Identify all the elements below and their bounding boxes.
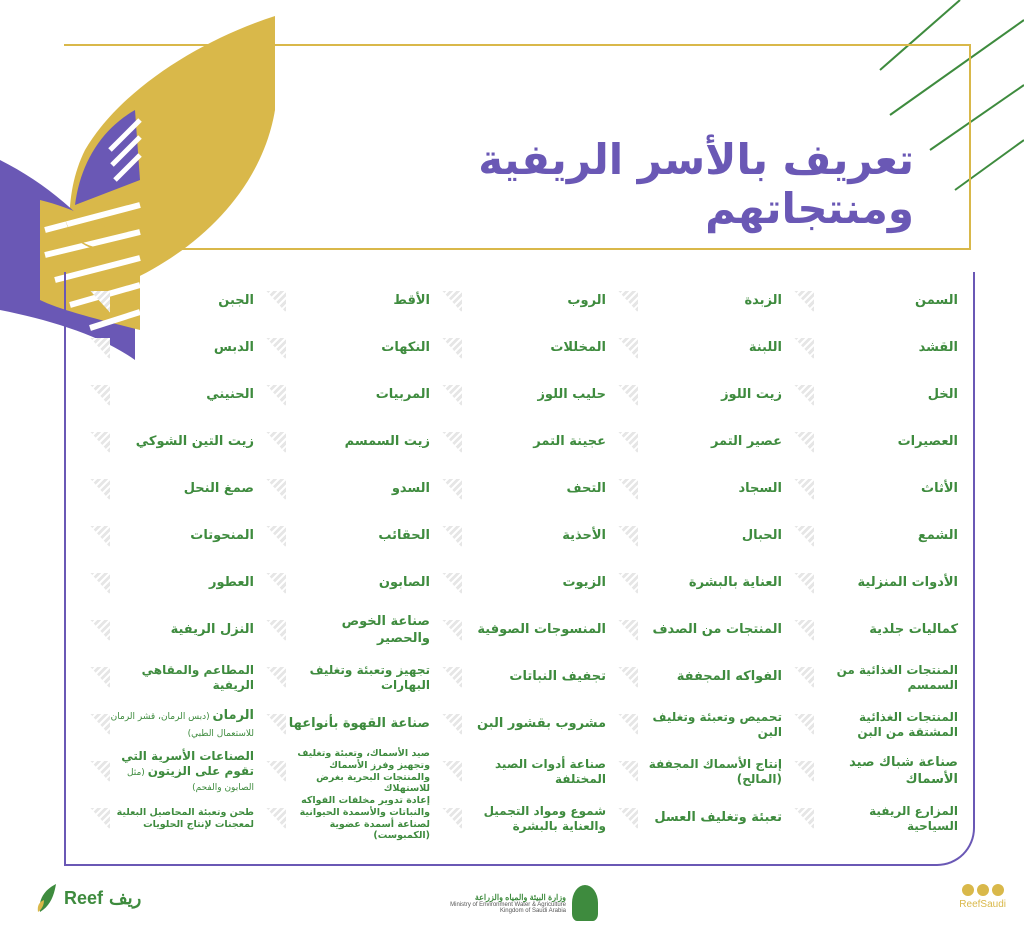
product-item <box>784 701 960 748</box>
product-label: اللبنة <box>748 340 782 356</box>
product-label: كماليات جلدية <box>869 622 958 638</box>
product-label: صناعة الخوص والحصير <box>341 614 430 646</box>
product-item <box>432 654 608 701</box>
product-item <box>256 513 432 560</box>
stripe-marker-icon <box>90 291 110 313</box>
product-item <box>80 607 256 654</box>
stripe-marker-icon <box>794 620 814 642</box>
product-label: عجينة التمر <box>533 434 606 450</box>
stripe-marker-icon <box>90 526 110 548</box>
product-label: المزارع الريفية السياحية <box>869 803 958 833</box>
product-item <box>784 513 960 560</box>
product-label: الدبس <box>213 340 254 356</box>
stripe-marker-icon <box>90 385 110 407</box>
product-item <box>256 701 432 748</box>
product-label: المنتجات من الصدف <box>652 622 782 638</box>
product-item <box>256 278 432 325</box>
product-label: صمغ النحل <box>183 481 254 497</box>
stripe-marker-icon <box>90 338 110 360</box>
product-item <box>432 466 608 513</box>
product-label: زيت اللوز <box>721 387 782 403</box>
product-item <box>256 325 432 372</box>
product-item <box>608 466 784 513</box>
product-label: إعادة تدوير مخلفات الفواكه والنباتات والأسمدة الحيوانية لصناعة أسمدة عضوية (الكمبوست) <box>299 794 430 842</box>
product-label: المنتجات الغذائية من السمسم <box>836 662 958 692</box>
product-item <box>784 419 960 466</box>
product-label: الحبال <box>741 528 782 544</box>
product-subnote: (دبس الرمان، قشر الرمان للاستعمال الطبي) <box>110 712 254 739</box>
stripe-marker-icon <box>442 338 462 360</box>
product-label: السجاد <box>738 481 782 497</box>
stripe-marker-icon <box>442 620 462 642</box>
product-label: الحنيني <box>206 387 254 403</box>
product-item <box>256 654 432 701</box>
product-label: الروب <box>567 293 606 309</box>
product-item <box>784 278 960 325</box>
product-item <box>432 278 608 325</box>
product-label: الخل <box>927 387 958 403</box>
stripe-marker-icon <box>618 432 638 454</box>
product-label: إنتاج الأسماك المجففة (المالح) <box>648 756 782 786</box>
stripe-marker-icon <box>794 667 814 689</box>
product-label: تعبئة وتغليف العسل <box>654 810 782 826</box>
stripe-marker-icon <box>442 479 462 501</box>
product-item <box>80 701 256 748</box>
product-item <box>256 419 432 466</box>
stripe-marker-icon <box>618 808 638 830</box>
stripe-marker-icon <box>618 667 638 689</box>
product-label: السدو <box>391 481 430 497</box>
product-label: تجفيف النباتات <box>509 669 606 685</box>
product-label: تجهيز وتعبئة وتغليف البهارات <box>309 662 430 692</box>
stripe-marker-icon <box>618 291 638 313</box>
product-item <box>608 701 784 748</box>
product-item <box>432 372 608 419</box>
stripe-marker-icon <box>794 432 814 454</box>
product-item <box>784 466 960 513</box>
stripe-marker-icon <box>266 526 286 548</box>
product-item <box>432 325 608 372</box>
social-links <box>959 884 1006 910</box>
stripe-marker-icon <box>90 479 110 501</box>
product-item <box>608 607 784 654</box>
product-item <box>256 748 432 795</box>
reef-arabic-name: ريف <box>109 887 142 908</box>
stripe-marker-icon <box>618 526 638 548</box>
stripe-marker-icon <box>442 761 462 783</box>
product-label: صيد الأسماك، وتعبئة وتغليف وتجهيز وفرز الأسماك والمنتجات البحرية بغرض للاستهلاك <box>297 747 430 795</box>
product-subnote: (مثل الصابون والفحم) <box>126 767 254 793</box>
product-label: الصناعات الأسرية التي تقوم على الزيتون (مثل الصابون والفحم) <box>121 748 254 793</box>
stripe-marker-icon <box>266 338 286 360</box>
stripe-marker-icon <box>442 714 462 736</box>
product-item <box>80 325 256 372</box>
product-item <box>608 513 784 560</box>
product-label: العناية بالبشرة <box>688 575 782 591</box>
stripe-marker-icon <box>794 808 814 830</box>
stripe-marker-icon <box>442 291 462 313</box>
product-label: المربيات <box>375 387 430 403</box>
product-item <box>432 607 608 654</box>
stripe-marker-icon <box>90 761 110 783</box>
product-label: الحقائب <box>378 528 430 544</box>
product-label: السمن <box>915 293 958 309</box>
stripe-marker-icon <box>794 291 814 313</box>
stripe-marker-icon <box>618 761 638 783</box>
product-label: النكهات <box>381 340 430 356</box>
product-label: مشروب بقشور البن <box>476 716 606 732</box>
product-label: الزبدة <box>744 293 782 309</box>
product-item <box>608 795 784 842</box>
stripe-marker-icon <box>266 714 286 736</box>
product-label: العصيرات <box>897 434 958 450</box>
product-item <box>80 372 256 419</box>
stripe-marker-icon <box>442 432 462 454</box>
product-item <box>80 466 256 513</box>
product-item <box>608 278 784 325</box>
snapchat-icon[interactable] <box>962 884 974 896</box>
ministry-arabic-name: وزارة البيئة والمياه والزراعة <box>474 892 566 902</box>
product-label: القشد <box>918 340 958 356</box>
product-label: المطاعم والمقاهي الريفية <box>141 662 254 692</box>
stripe-marker-icon <box>266 808 286 830</box>
palm-emblem-icon <box>572 885 598 921</box>
product-label: عصير التمر <box>710 434 782 450</box>
product-label: الفواكه المجففة <box>676 669 782 685</box>
stripe-marker-icon <box>266 761 286 783</box>
product-label: زيت السمسم <box>344 434 430 450</box>
product-item <box>256 372 432 419</box>
stripe-marker-icon <box>266 667 286 689</box>
reef-logo <box>36 882 141 914</box>
product-label: التحف <box>566 481 606 497</box>
product-label: العطور <box>209 575 254 591</box>
product-item <box>784 325 960 372</box>
stripe-marker-icon <box>442 385 462 407</box>
product-item <box>432 513 608 560</box>
stripe-marker-icon <box>794 714 814 736</box>
product-label: الجبن <box>218 293 254 309</box>
instagram-icon[interactable] <box>992 884 1004 896</box>
product-item <box>608 372 784 419</box>
product-item <box>80 419 256 466</box>
ministry-logo <box>438 878 598 928</box>
product-label: المخللات <box>550 340 606 356</box>
product-item <box>80 560 256 607</box>
stripe-marker-icon <box>266 620 286 642</box>
stripe-marker-icon <box>442 526 462 548</box>
product-label: صناعة أدوات الصيد المختلفة <box>494 756 606 786</box>
product-label: الأحذية <box>562 528 606 544</box>
product-item <box>80 513 256 560</box>
stripe-marker-icon <box>90 620 110 642</box>
stripe-marker-icon <box>266 479 286 501</box>
product-label: الأدوات المنزلية <box>857 575 958 591</box>
product-item <box>256 560 432 607</box>
stripe-marker-icon <box>90 808 110 830</box>
stripe-marker-icon <box>266 291 286 313</box>
reef-english-name: Reef <box>64 887 104 908</box>
product-item <box>608 560 784 607</box>
stripe-marker-icon <box>794 385 814 407</box>
page-title: تعريف بالأسر الريفية ومنتجاتهم <box>478 135 914 233</box>
product-item <box>80 748 256 795</box>
products-grid <box>80 278 960 842</box>
product-label: صناعة شباك صيد الأسماك <box>849 755 958 787</box>
product-item <box>80 795 256 842</box>
product-item <box>432 795 608 842</box>
product-item <box>432 748 608 795</box>
product-item <box>784 654 960 701</box>
product-item <box>608 654 784 701</box>
stripe-marker-icon <box>266 573 286 595</box>
stripe-marker-icon <box>618 714 638 736</box>
product-item <box>784 795 960 842</box>
product-item <box>608 419 784 466</box>
stripe-marker-icon <box>618 385 638 407</box>
product-label: طحن وتعبئة المحاصيل البعلية لمعجنات لإنتاج الحلويات <box>116 806 254 830</box>
product-item <box>608 325 784 372</box>
product-item <box>432 560 608 607</box>
product-item <box>432 701 608 748</box>
product-item <box>256 795 432 842</box>
twitter-icon[interactable] <box>977 884 989 896</box>
ministry-english-name: Ministry of Environment Water & Agriculture <box>450 901 566 908</box>
product-label: النزل الريفية <box>170 622 254 638</box>
product-label: شموع ومواد التجميل والعناية بالبشرة <box>483 803 606 833</box>
product-label: تحميص وتعبئة وتغليف البن <box>652 709 782 739</box>
product-item <box>784 607 960 654</box>
product-item <box>784 372 960 419</box>
product-item <box>256 466 432 513</box>
kingdom-name: Kingdom of Saudi Arabia <box>499 907 566 914</box>
stripe-marker-icon <box>618 620 638 642</box>
stripe-marker-icon <box>794 479 814 501</box>
product-item <box>784 560 960 607</box>
stripe-marker-icon <box>442 573 462 595</box>
stripe-marker-icon <box>266 385 286 407</box>
stripe-marker-icon <box>90 667 110 689</box>
stripe-marker-icon <box>90 573 110 595</box>
social-handle: ReefSaudi <box>959 899 1006 910</box>
stripe-marker-icon <box>618 573 638 595</box>
product-item <box>80 278 256 325</box>
product-item <box>432 419 608 466</box>
product-item <box>256 607 432 654</box>
product-label: المنتجات الغذائية المشتقة من البن <box>857 709 958 739</box>
product-label: الأقط <box>393 293 430 309</box>
stripe-marker-icon <box>794 338 814 360</box>
stripe-marker-icon <box>618 338 638 360</box>
product-item <box>80 654 256 701</box>
product-item <box>608 748 784 795</box>
product-label: الأثاث <box>921 481 958 497</box>
product-label: الصابون <box>378 575 430 591</box>
stripe-marker-icon <box>442 808 462 830</box>
product-label: زيت التين الشوكي <box>135 434 254 450</box>
product-label: الشمع <box>917 528 958 544</box>
product-item <box>784 748 960 795</box>
reef-leaf-icon <box>36 882 58 914</box>
product-label: الرمان (دبس الرمان، قشر الرمان للاستعمال الطبي) <box>110 708 254 739</box>
product-label: حليب اللوز <box>537 387 606 403</box>
stripe-marker-icon <box>266 432 286 454</box>
stripe-marker-icon <box>90 432 110 454</box>
product-label: صناعة القهوة بأنواعها <box>288 716 430 732</box>
stripe-marker-icon <box>618 479 638 501</box>
stripe-marker-icon <box>90 714 110 736</box>
product-label: المنحوتات <box>190 528 254 544</box>
stripe-marker-icon <box>794 573 814 595</box>
stripe-marker-icon <box>794 526 814 548</box>
product-label: المنسوجات الصوفية <box>477 622 606 638</box>
stripe-marker-icon <box>794 761 814 783</box>
product-label: الزيوت <box>562 575 606 591</box>
stripe-marker-icon <box>442 667 462 689</box>
